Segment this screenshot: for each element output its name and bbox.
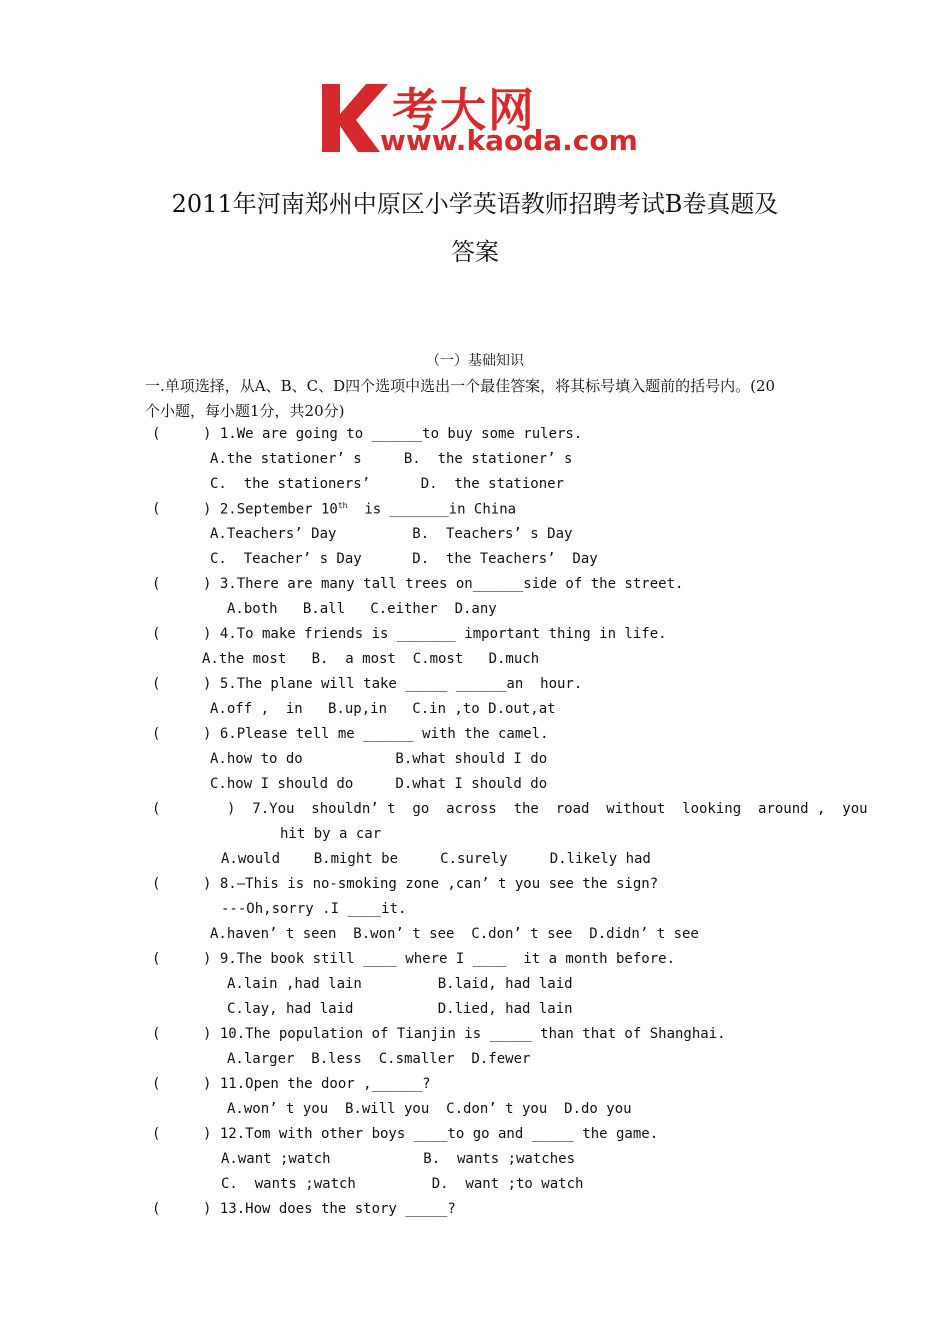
question-stem-text: is _______in China (347, 501, 517, 518)
ordinal-suffix: th (337, 501, 348, 510)
answer-paren: ( (152, 801, 161, 817)
question-stem: ) 13.How does the story _____? (203, 1201, 456, 1217)
logo-url: www.kaoda.com (380, 124, 638, 157)
question-stem: ) 12.Tom with other boys ____to go and _____ the game. (203, 1126, 659, 1142)
answer-paren: ( (152, 576, 161, 592)
section-title: （一）基础知识 (426, 353, 524, 369)
question-stem: ) 6.Please tell me ______ with the camel. (203, 726, 549, 742)
answer-paren: ( (152, 951, 161, 967)
question-stem: ) 5.The plane will take _____ ______an hour. (203, 676, 583, 692)
question-options: A.Teachers’ Day B. Teachers’ s Day (210, 526, 573, 542)
document-title-line2: 答案 (451, 238, 499, 266)
question-stem: ) 11.Open the door ,______? (203, 1076, 431, 1092)
instructions-line2: 个小题，每小题1分，共20分) (145, 402, 345, 420)
question-options: A.would B.might be C.surely D.likely had (221, 851, 651, 867)
answer-paren: ( (152, 426, 161, 442)
answer-paren: ( (152, 1026, 161, 1042)
question-options: A.larger B.less C.smaller D.fewer (227, 1051, 531, 1067)
question-stem-continued: hit by a car (280, 826, 382, 842)
answer-paren: ( (152, 676, 161, 692)
question-options: A.haven’ t seen B.won’ t see C.don’ t see D.didn’ t see (210, 926, 699, 942)
question-stem-text: ) 2.September 10 (203, 501, 338, 518)
answer-paren: ( (152, 726, 161, 742)
question-options: A.won’ t you B.will you C.don’ t you D.do you (227, 1101, 632, 1117)
answer-paren: ( (152, 501, 161, 517)
logo-chinese-name: 考大网 (392, 83, 536, 137)
question-options: C. wants ;watch D. want ;to watch (221, 1176, 584, 1192)
question-reply: ---Oh,sorry .I ____it. (221, 901, 407, 917)
question-stem: ) 1.We are going to ______to buy some rulers. (203, 426, 583, 442)
question-stem: ) 10.The population of Tianjin is _____ than that of Shanghai. (203, 1026, 726, 1042)
answer-paren: ( (152, 1201, 161, 1217)
question-stem: ) 9.The book still ____ where I ____ it a month before. (203, 951, 676, 967)
question-stem: ) 3.There are many tall trees on______side of the street. (203, 576, 684, 592)
question-options: C. Teacher’ s Day D. the Teachers’ Day (210, 551, 598, 567)
question-options: C.lay, had laid D.lied, had lain (227, 1001, 573, 1017)
question-stem: ) 7.You shouldn’ t go across the road without looking around , you (227, 801, 868, 817)
question-options: A.lain ,had lain B.laid, had laid (227, 976, 573, 992)
question-stem: ) 8.—This is no-smoking zone ,can’ t you see the sign? (203, 876, 659, 892)
question-options: A.off , in B.up,in C.in ,to D.out,at (210, 701, 556, 717)
question-options: C. the stationers’ D. the stationer (210, 476, 565, 492)
answer-paren: ( (152, 876, 161, 892)
question-options: A.the stationer’ s B. the stationer’ s (210, 451, 573, 467)
question-options: C.how I should do D.what I should do (210, 776, 548, 792)
answer-paren: ( (152, 1126, 161, 1142)
question-options: A.how to do B.what should I do (210, 751, 548, 767)
question-options: A.the most B. a most C.most D.much (202, 651, 540, 667)
document-title-line1: 2011年河南郑州中原区小学英语教师招聘考试B卷真题及 (171, 190, 779, 218)
answer-paren: ( (152, 1076, 161, 1092)
answer-paren: ( (152, 626, 161, 642)
question-stem (203, 501, 516, 518)
question-options: A.both B.all C.either D.any (227, 601, 497, 617)
instructions-line1: 一.单项选择，从A、B、C、D四个选项中选出一个最佳答案，将其标号填入题前的括号内。(20 (145, 377, 776, 395)
kaoda-logo (318, 78, 638, 160)
question-options: A.want ;watch B. wants ;watches (221, 1151, 576, 1167)
question-stem: ) 4.To make friends is _______ important thing in life. (203, 626, 667, 642)
